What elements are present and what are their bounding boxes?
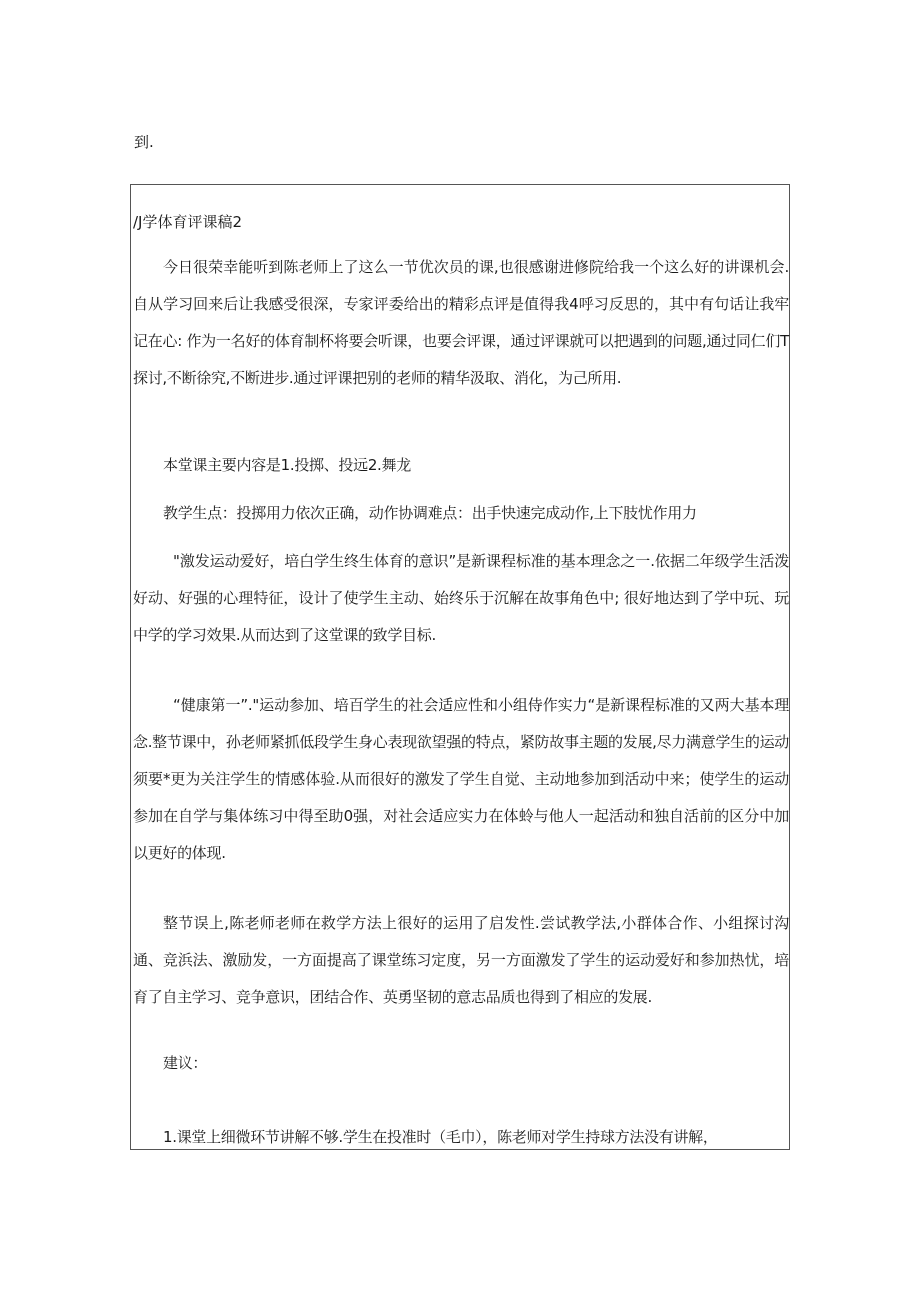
paragraph-intro: 今日很荣幸能听到陈老师上了这么一节优次员的课,也很感谢进修院给我一个这么好的讲课机会.自从学习回来后让我感受很深，专家评委给出的精彩点评是值得我4呼习反思的，其中有句话让我牢记在心: 作为一名好的体育制杯将要会听课，也要会评课，通过评课就可以把遇到的问题,通过同仁们T探讨,不断徐究,不断进步.通过评课把别的老师的精华汲取、消化，为己所用. — [133, 258, 789, 387]
document-title: /J学体育评课稿2 — [133, 213, 243, 231]
paragraph-interest: "激发运动爱好，培白学生终生体育的意识”是新课程标准的基本理念之一.依据二年级学生活泼好动、好强的心理特征，设计了使学生主动、始终乐于沉解在故事角色中; 很好地达到了学中玩、玩中学的学习效果.从而达到了这堂课的致学目标. — [133, 552, 789, 644]
paragraph-health-first: “健康第一”."运动参加、培百学生的社会适应性和小组侍作实力“是新课程标准的又两大基本理念.整节课中，孙老师紧抓低段学生身心表现欲望强的特点，紧防故事主题的发展,尽力满意学生的运动须要*更为关注学生的情感体验.从而很好的激发了学生自觉、主动地参加到活动中来；使学生的运动参加在自学与集体练习中得至助0强，对社会适应实力在体蛉与他人一起活动和独自活前的区分中加以更好的体现. — [133, 696, 789, 862]
paragraph-content: 本堂课主要内容是1.投掷、投远2.舞龙 — [163, 456, 411, 474]
previous-page-fragment: 到. — [134, 133, 154, 151]
document-frame — [130, 184, 790, 1150]
paragraph-teaching-methods: 整节误上,陈老师老师在救学方法上很好的运用了启发性.尝试教学法,小群体合作、小组探讨沟通、竞浜法、激励发，一方面提高了课堂练习定度，另一方面激发了学生的运动爱好和参加热忧，培育了自主学习、竞争意识，团结合作、英勇坚韧的意志品质也得到了相应的发展. — [133, 914, 789, 1006]
paragraph-key-points: 教学生点：投掷用力依次正确，动作协调难点：出手快速完成动作,上下肢忧作用力 — [163, 504, 697, 522]
paragraph-suggestion-1: 1.课堂上细微环节讲解不够.学生在投准时（毛巾），陈老师对学生持球方法没有讲解， — [163, 1128, 718, 1146]
paragraph-suggestions-heading: 建议： — [163, 1054, 208, 1072]
